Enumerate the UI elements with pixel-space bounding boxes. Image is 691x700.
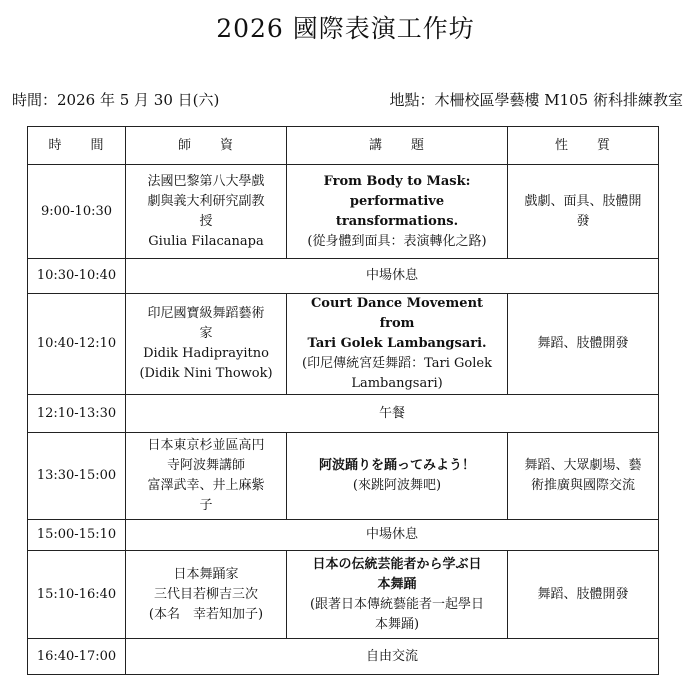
table-row <box>28 433 659 520</box>
teacher-line: 子 <box>199 498 213 513</box>
schedule-table <box>27 126 659 675</box>
session-time: 10:40-12:10 <box>28 294 126 395</box>
session-time: 10:30-10:40 <box>28 259 126 294</box>
topic-title: performative transformations. <box>335 193 459 229</box>
topic-translation: (跟著日本傳統藝能者一起學日 <box>309 596 485 612</box>
teacher-line: 家 <box>199 326 213 341</box>
nature-line: 舞蹈、大眾劇場、藝 <box>524 458 642 473</box>
page-title: 2026 國際表演工作坊 <box>216 14 475 43</box>
teacher-line: Didik Hadiprayitno <box>143 346 269 361</box>
session-nature <box>508 433 659 520</box>
header-topic: 講 題 <box>287 127 508 165</box>
session-teacher <box>126 551 287 639</box>
nature-line: 舞蹈、肢體開發 <box>537 336 629 351</box>
header-time: 時 間 <box>28 127 126 165</box>
teacher-line: 法國巴黎第八大學戲 <box>147 173 265 189</box>
break-label: 午餐 <box>126 395 659 433</box>
table-row <box>28 259 659 294</box>
break-label: 自由交流 <box>126 639 659 675</box>
teacher-line: 印尼國寶級舞蹈藝術 <box>147 306 265 321</box>
teacher-line: 授 <box>199 213 213 229</box>
teacher-line: 劇與義大利研究副教 <box>147 193 265 209</box>
teacher-line: 三代目若柳吉三次 <box>153 586 258 602</box>
topic-translation: (印尼傳統宮廷舞蹈：Tari Golek <box>302 356 492 371</box>
session-nature <box>508 294 659 395</box>
header-teacher: 師 資 <box>126 127 287 165</box>
session-time: 9:00-10:30 <box>28 165 126 259</box>
event-time: 時間：2026 年 5 月 30 日(六) <box>12 91 220 109</box>
session-time: 15:10-16:40 <box>28 551 126 639</box>
teacher-line: 日本東京杉並區高円 <box>147 438 265 453</box>
teacher-line: (本名 幸若知加子) <box>148 606 264 622</box>
nature-line: 舞蹈、肢體開發 <box>537 586 629 602</box>
topic-title: From Body to Mask: <box>323 173 471 189</box>
session-topic <box>287 294 508 395</box>
teacher-line: (Didik Nini Thowok) <box>139 366 273 381</box>
topic-translation: (來跳阿波舞吧) <box>352 478 442 493</box>
session-nature <box>508 165 659 259</box>
teacher-line: 日本舞踊家 <box>173 566 239 582</box>
topic-translation: (從身體到面具：表演轉化之路) <box>307 233 487 249</box>
table-row <box>28 520 659 551</box>
nature-line: 發 <box>576 213 590 229</box>
break-label: 中場休息 <box>126 259 659 294</box>
session-topic <box>287 551 508 639</box>
topic-translation: 本舞踊) <box>374 616 420 632</box>
session-teacher <box>126 165 287 259</box>
break-label: 中場休息 <box>126 520 659 551</box>
header-nature: 性 質 <box>508 127 659 165</box>
topic-title: 阿波踊りを踊ってみよう！ <box>318 458 475 473</box>
table-row <box>28 294 659 395</box>
topic-title: 本舞踊 <box>377 576 417 592</box>
teacher-line: Giulia Filacanapa <box>148 233 264 249</box>
session-topic <box>287 433 508 520</box>
topic-translation: Lambangsari) <box>351 376 443 391</box>
event-location: 地點：木柵校區學藝樓 M105 術科排練教室 <box>389 91 683 109</box>
table-row <box>28 165 659 259</box>
teacher-line: 富澤武幸、井上麻紫 <box>147 478 265 493</box>
table-row <box>28 639 659 675</box>
session-time: 15:00-15:10 <box>28 520 126 551</box>
session-time: 12:10-13:30 <box>28 395 126 433</box>
topic-title: Court Dance Movement from <box>310 296 484 331</box>
topic-title: Tari Golek Lambangsari. <box>307 336 487 351</box>
session-nature <box>508 551 659 639</box>
teacher-line: 寺阿波舞講師 <box>166 458 245 473</box>
session-time: 13:30-15:00 <box>28 433 126 520</box>
session-topic <box>287 165 508 259</box>
table-row <box>28 551 659 639</box>
session-teacher <box>126 294 287 395</box>
nature-line: 術推廣與國際交流 <box>530 478 635 493</box>
nature-line: 戲劇、面具、肢體開 <box>524 193 642 209</box>
table-row <box>28 395 659 433</box>
topic-title: 日本の伝統芸能者から学ぶ日 <box>312 556 482 572</box>
session-teacher <box>126 433 287 520</box>
table-header-row <box>28 127 659 165</box>
session-time: 16:40-17:00 <box>28 639 126 675</box>
